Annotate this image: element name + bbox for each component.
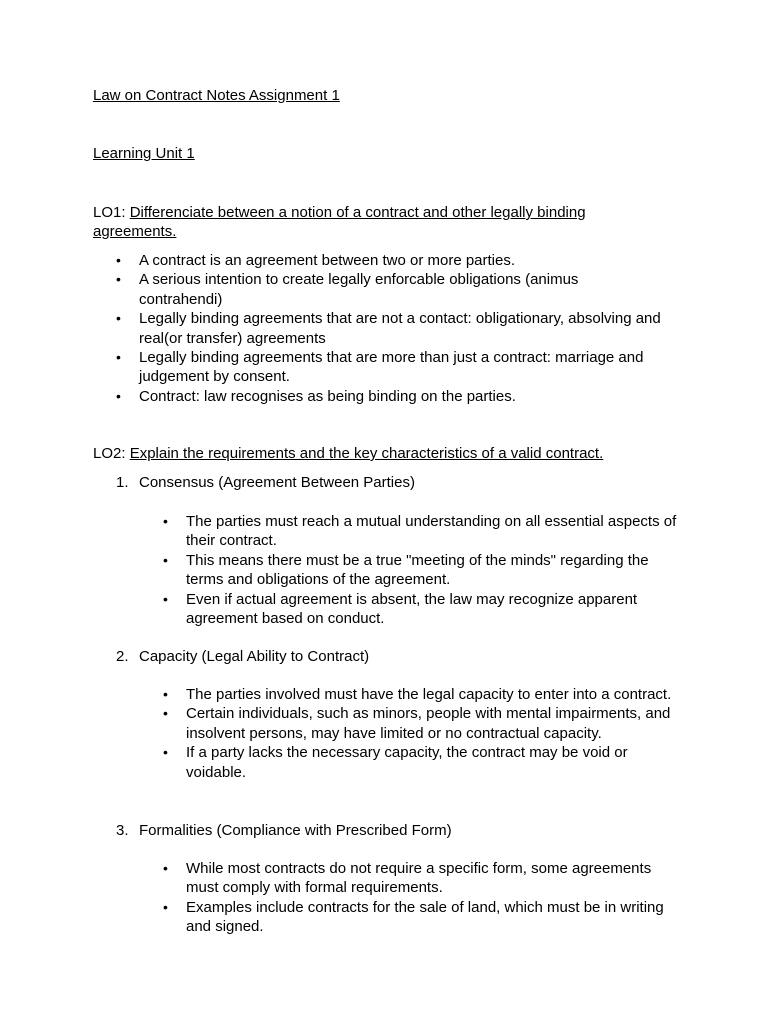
list-item: • Even if actual agreement is absent, the law may recognize apparent agreement based on conduct. bbox=[163, 590, 678, 629]
lo2-title: Explain the requirements and the key characteristics of a valid contract. bbox=[129, 445, 604, 462]
list-item: • This means there must be a true "meeting of the minds" regarding the terms and obligations of the agreement. bbox=[163, 551, 678, 590]
list-item: • Legally binding agreements that are more than just a contract: marriage and judgement by consent. bbox=[116, 348, 661, 387]
requirement-item-1 bbox=[116, 473, 415, 492]
lo1-heading bbox=[93, 203, 623, 241]
lo1-bullet-list bbox=[116, 251, 661, 406]
item-number: 1. bbox=[116, 474, 129, 491]
lo2-heading bbox=[93, 444, 693, 463]
list-item: • If a party lacks the necessary capacity, the contract may be void or voidable. bbox=[163, 743, 678, 782]
requirement-item-3 bbox=[116, 821, 452, 840]
list-item: • A contract is an agreement between two or more parties. bbox=[116, 251, 661, 270]
item-number: 2. bbox=[116, 648, 129, 665]
learning-unit-heading: Learning Unit 1 bbox=[93, 145, 195, 162]
lo2-prefix: LO2: bbox=[93, 445, 130, 462]
lo1-prefix: LO1: bbox=[93, 204, 130, 221]
list-item: • The parties involved must have the legal capacity to enter into a contract. bbox=[163, 685, 678, 704]
list-item: • While most contracts do not require a specific form, some agreements must comply with formal requirements. bbox=[163, 859, 678, 898]
consensus-bullet-list bbox=[163, 512, 678, 628]
list-item: • Certain individuals, such as minors, people with mental impairments, and insolvent persons, may have limited or no contractual capacity. bbox=[163, 704, 678, 743]
list-item: • Contract: law recognises as being binding on the parties. bbox=[116, 387, 661, 406]
lo1-title: Differenciate between a notion of a contract and other legally binding agreements. bbox=[93, 204, 586, 240]
item-label: Consensus (Agreement Between Parties) bbox=[139, 474, 415, 491]
document-title: Law on Contract Notes Assignment 1 bbox=[93, 87, 340, 104]
list-item: • Legally binding agreements that are not a contact: obligationary, absolving and real(or transfer) agreements bbox=[116, 309, 661, 348]
list-item: • A serious intention to create legally enforcable obligations (animus contrahendi) bbox=[116, 270, 661, 309]
item-number: 3. bbox=[116, 822, 129, 839]
item-label: Capacity (Legal Ability to Contract) bbox=[139, 648, 370, 665]
requirement-item-2 bbox=[116, 647, 369, 666]
list-item: • Examples include contracts for the sale of land, which must be in writing and signed. bbox=[163, 898, 678, 937]
item-label: Formalities (Compliance with Prescribed Form) bbox=[139, 822, 452, 839]
formalities-bullet-list bbox=[163, 859, 678, 937]
capacity-bullet-list bbox=[163, 685, 678, 782]
list-item: • The parties must reach a mutual understanding on all essential aspects of their contract. bbox=[163, 512, 678, 551]
